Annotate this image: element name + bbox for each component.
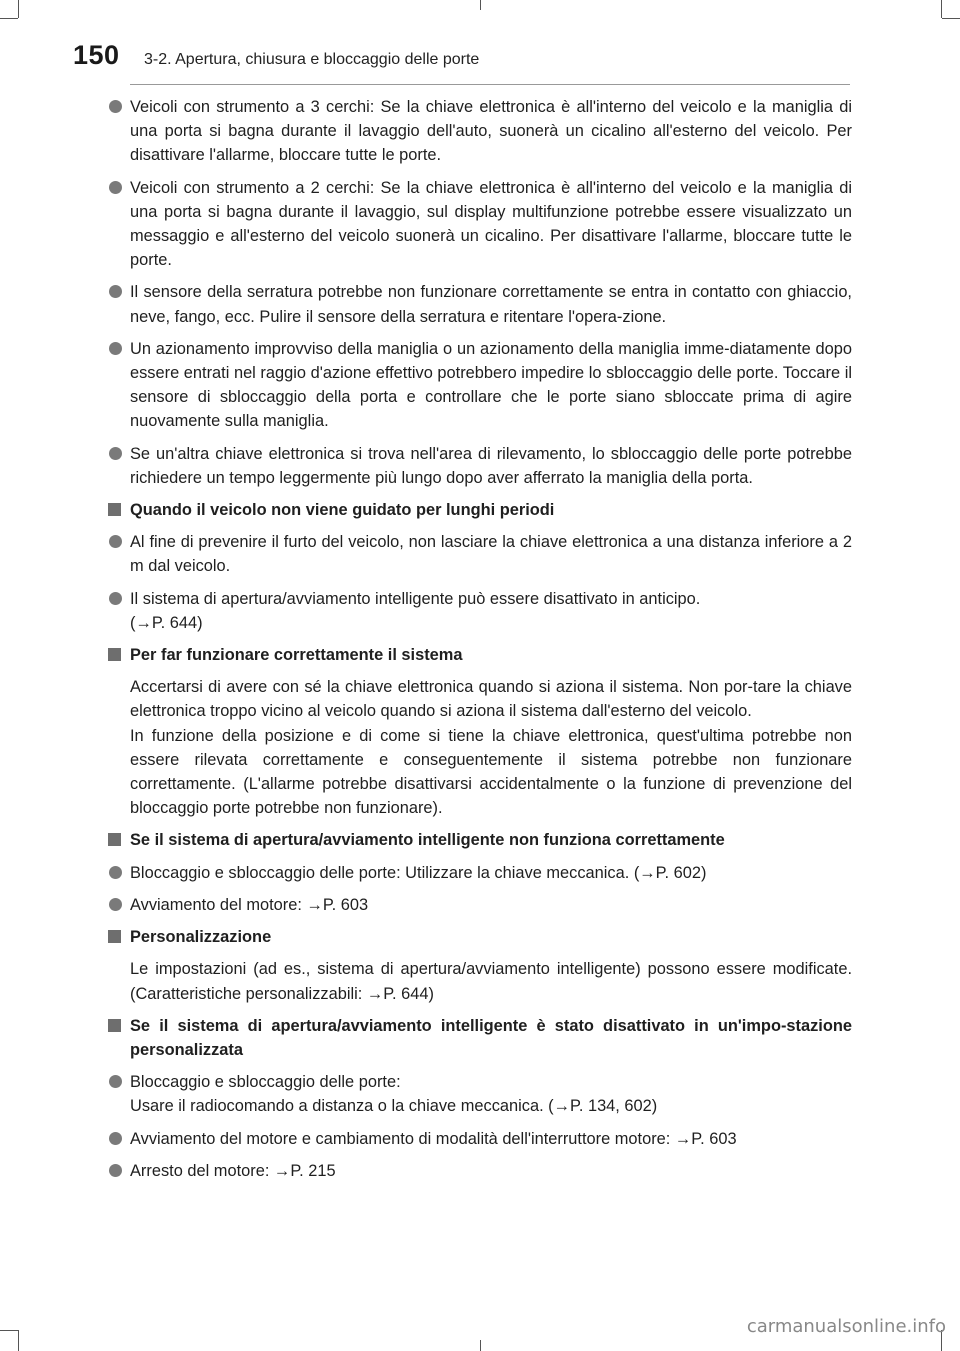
bullet-item [108, 442, 852, 490]
heading-text: Personalizzazione [130, 928, 272, 947]
bullet-circle-icon [109, 342, 122, 355]
bullet-circle-icon [109, 181, 122, 194]
bullet-item [108, 337, 852, 434]
heading-text: Se il sistema di apertura/avviamento intelligente non funziona correttamente [130, 831, 725, 850]
chapter-title: 3-2. Apertura, chiusura e bloccaggio delle porte [144, 51, 480, 68]
heading-text: Se il sistema di apertura/avviamento intelligente è stato disattivato in un'impo-stazione personalizzata [130, 1016, 852, 1059]
page-header [0, 24, 960, 84]
bullet-circle-icon [109, 592, 122, 605]
bullet-text: Veicoli con strumento a 2 cerchi: Se la chiave elettronica è all'interno del veicolo e la maniglia di una porta si bagna durante il lavaggio, sul display multifunzione potrebbe essere visualizzato un messaggio e all'esterno del veicolo suonerà un cicalino. Per disattivare l'allarme, bloccare tutte le porte. [130, 178, 852, 270]
bullet-item [108, 1159, 852, 1183]
bullet-text: Un azionamento improvviso della maniglia o un azionamento della maniglia imme-diatamente dopo essere entrati nel raggio d'azione effettivo potrebbero impedire lo sbloccaggio delle porte. Toccare il sensore di sbloccaggio della porta e controllare che le porte siano sbloccate prima di agire nuovamente sulla maniglia. [130, 339, 852, 431]
bullet-item [108, 893, 852, 917]
bullet-text: Se un'altra chiave elettronica si trova nell'area di rilevamento, lo sbloccaggio delle porte potrebbe richiedere un tempo leggermente più lungo dopo aver afferrato la maniglia della porta. [130, 444, 852, 487]
crop-mark [942, 18, 960, 19]
section-heading [108, 828, 852, 852]
bullet-circle-icon [109, 1132, 122, 1145]
crop-mark [0, 1330, 18, 1331]
section-heading [108, 925, 852, 949]
bullet-text: Bloccaggio e sbloccaggio delle porte: [130, 1073, 401, 1092]
heading-text: Per far funzionare correttamente il sistema [130, 646, 463, 665]
page-content [108, 95, 852, 1191]
crop-mark [18, 0, 19, 18]
bullet-item [108, 176, 852, 273]
crop-mark [480, 1340, 481, 1351]
bullet-item [108, 1070, 852, 1118]
crop-mark [18, 1330, 19, 1351]
section-heading [108, 1014, 852, 1062]
section-heading [108, 643, 852, 667]
heading-text: Quando il veicolo non viene guidato per lunghi periodi [130, 501, 555, 520]
bullet-item [108, 280, 852, 328]
bullet-circle-icon [109, 535, 122, 548]
bullet-item [108, 1127, 852, 1151]
bullet-text: Il sensore della serratura potrebbe non funzionare correttamente se entra in contatto con ghiaccio, neve, fango, ecc. Pulire il sensore della serratura e ritentare l'opera-zione. [130, 283, 852, 326]
bullet-text: Arresto del motore: →P. 215 [130, 1161, 336, 1180]
heading-square-icon [108, 930, 121, 943]
bullet-circle-icon [109, 1164, 122, 1177]
heading-square-icon [108, 833, 121, 846]
bullet-item [108, 587, 852, 635]
paragraph: Accertarsi di avere con sé la chiave elettronica quando si aziona il sistema. Non por-tare la chiave elettronica troppo vicino al veicolo quando si aziona il sistema dall'esterno del veicolo. [130, 678, 852, 721]
bullet-text: Il sistema di apertura/avviamento intelligente può essere disattivato in anticipo. [130, 589, 701, 608]
page-reference-link[interactable]: (→P. 644) [130, 613, 203, 632]
bullet-text: Bloccaggio e sbloccaggio delle porte: Utilizzare la chiave meccanica. (→P. 602) [130, 863, 707, 882]
bullet-text: Avviamento del motore: →P. 603 [130, 895, 369, 914]
bullet-text: Usare il radiocomando a distanza o la chiave meccanica. (→P. 134, 602) [130, 1097, 658, 1116]
bullet-text: Avviamento del motore e cambiamento di modalità dell'interruttore motore: →P. 603 [130, 1129, 737, 1148]
footer-watermark[interactable]: carmanualsonline.info [746, 1316, 946, 1337]
crop-mark [480, 0, 481, 10]
heading-square-icon [108, 648, 121, 661]
heading-square-icon [108, 1019, 121, 1032]
bullet-text: Al fine di prevenire il furto del veicolo, non lasciare la chiave elettronica a una distanza inferiore a 2 m dal veicolo. [130, 533, 852, 576]
section-heading [108, 498, 852, 522]
page-number: 150 [73, 40, 120, 70]
header-divider [130, 84, 850, 85]
bullet-item [108, 861, 852, 885]
bullet-circle-icon [109, 898, 122, 911]
bullet-item [108, 95, 852, 168]
bullet-item [108, 530, 852, 578]
bullet-circle-icon [109, 1075, 122, 1088]
paragraph: In funzione della posizione e di come si tiene la chiave elettronica, quest'ultima potrebbe non essere rilevata correttamente e conseguentemente il sistema potrebbe non funzionare correttamente. (L'allarme potrebbe disattivarsi accidentalmente o la funzione di prevenzione del bloccaggio porte potrebbe non funzionare). [130, 726, 852, 818]
paragraph: Le impostazioni (ad es., sistema di apertura/avviamento intelligente) possono essere modificate. (Caratteristiche personalizzabili: →P. 644) [130, 960, 852, 1003]
bullet-text: Veicoli con strumento a 3 cerchi: Se la chiave elettronica è all'interno del veicolo e la maniglia di una porta si bagna durante il lavaggio dell'auto, suonerà un cicalino all'esterno del veicolo. Per disattivare l'allarme, bloccare tutte le porte. [130, 98, 852, 165]
crop-mark [0, 18, 18, 19]
heading-square-icon [108, 503, 121, 516]
bullet-circle-icon [109, 447, 122, 460]
crop-mark [941, 0, 942, 18]
bullet-circle-icon [109, 285, 122, 298]
bullet-circle-icon [109, 100, 122, 113]
bullet-circle-icon [109, 866, 122, 879]
